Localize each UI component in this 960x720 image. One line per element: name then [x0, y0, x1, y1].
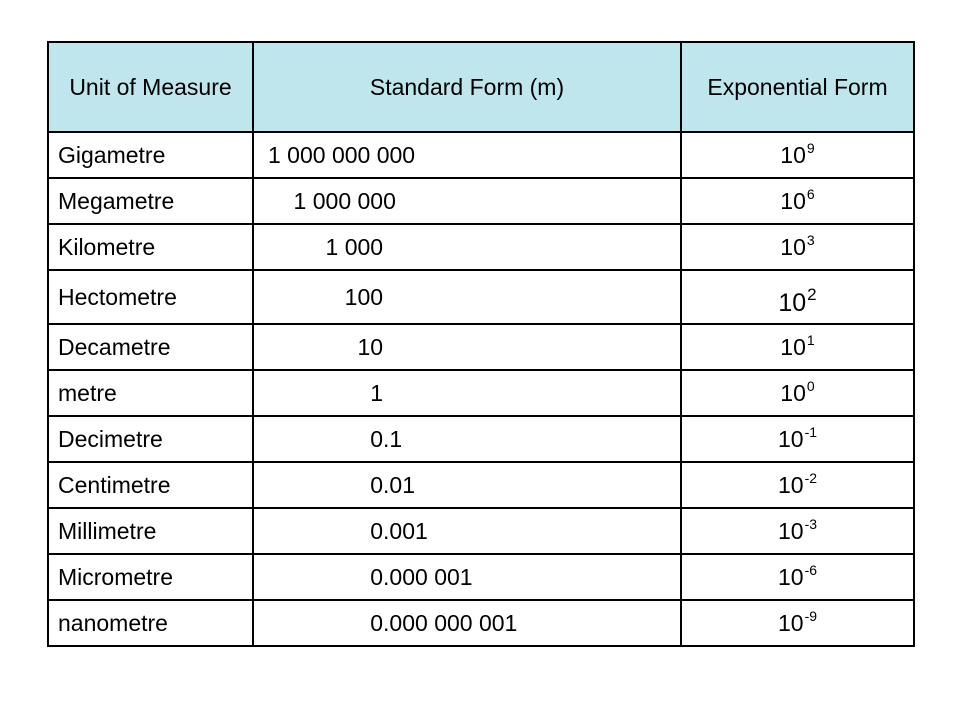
standard-form-cell: 1 000 — [253, 224, 681, 270]
exponent-power: 0 — [806, 377, 815, 394]
unit-cell: Hectometre — [48, 270, 253, 324]
exponent-power: -3 — [804, 515, 818, 532]
standard-form-cell: 0.000 000 001 — [253, 600, 681, 646]
exponential-form-cell — [681, 224, 914, 270]
exponential-form-cell — [681, 270, 914, 324]
exponent-base: 10 — [780, 379, 806, 406]
unit-cell: Megametre — [48, 178, 253, 224]
standard-form-cell: 0.1 — [253, 416, 681, 462]
units-table — [47, 41, 915, 647]
table-row — [48, 416, 914, 462]
table-row — [48, 270, 914, 324]
exponent-base: 10 — [777, 425, 804, 452]
exponential-form-cell — [681, 178, 914, 224]
exponent-base: 10 — [780, 187, 806, 214]
exponential-form-cell — [681, 600, 914, 646]
header-exponential-form: Exponential Form — [681, 42, 914, 132]
unit-cell: metre — [48, 370, 253, 416]
exponent-base: 10 — [777, 563, 804, 590]
unit-cell: Micrometre — [48, 554, 253, 600]
standard-form-cell: 0.000 001 — [253, 554, 681, 600]
standard-form-cell: 1 — [253, 370, 681, 416]
header-unit-of-measure: Unit of Measure — [48, 42, 253, 132]
exponential-form-cell — [681, 132, 914, 178]
table-row — [48, 178, 914, 224]
table-row — [48, 462, 914, 508]
exponential-form-cell — [681, 508, 914, 554]
table-row — [48, 554, 914, 600]
exponent-base: 10 — [777, 471, 804, 498]
unit-cell: Decimetre — [48, 416, 253, 462]
exponent-base: 10 — [780, 333, 806, 360]
unit-cell: Kilometre — [48, 224, 253, 270]
header-standard-form: Standard Form (m) — [253, 42, 681, 132]
exponent-power: -1 — [804, 423, 818, 440]
exponent-power: -9 — [804, 607, 818, 624]
unit-cell: Centimetre — [48, 462, 253, 508]
table-row — [48, 370, 914, 416]
table-body — [48, 132, 914, 646]
exponent-power: 3 — [806, 231, 815, 248]
exponent-base: 10 — [780, 141, 806, 168]
standard-form-cell: 100 — [253, 270, 681, 324]
exponent-power: 9 — [806, 139, 815, 156]
table-row — [48, 324, 914, 370]
exponential-form-cell — [681, 324, 914, 370]
exponent-power: -6 — [804, 561, 818, 578]
exponent-power: 6 — [806, 185, 815, 202]
unit-cell: Decametre — [48, 324, 253, 370]
standard-form-cell: 1 000 000 000 — [253, 132, 681, 178]
header-row — [48, 42, 914, 132]
exponential-form-cell — [681, 370, 914, 416]
standard-form-cell: 0.01 — [253, 462, 681, 508]
table-header — [48, 42, 914, 132]
table-row — [48, 508, 914, 554]
unit-cell: Millimetre — [48, 508, 253, 554]
exponent-base: 10 — [777, 609, 804, 636]
exponent-base: 10 — [780, 233, 806, 260]
exponential-form-cell — [681, 462, 914, 508]
table-row — [48, 132, 914, 178]
standard-form-cell: 0.001 — [253, 508, 681, 554]
table-row — [48, 600, 914, 646]
exponent-power: 2 — [807, 284, 817, 304]
standard-form-cell: 1 000 000 — [253, 178, 681, 224]
unit-cell: nanometre — [48, 600, 253, 646]
exponential-form-cell — [681, 416, 914, 462]
exponent-base: 10 — [778, 288, 807, 317]
standard-form-cell: 10 — [253, 324, 681, 370]
exponent-power: 1 — [806, 331, 815, 348]
exponent-power: -2 — [804, 469, 818, 486]
table-row — [48, 224, 914, 270]
exponent-base: 10 — [777, 517, 804, 544]
unit-cell: Gigametre — [48, 132, 253, 178]
exponential-form-cell — [681, 554, 914, 600]
